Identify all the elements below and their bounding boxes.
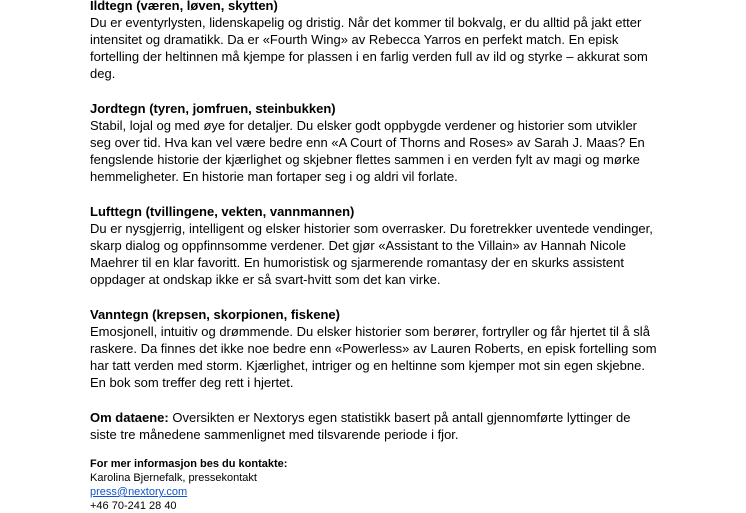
section-paragraph: Du er eventyrlysten, lidenskapelig og dristig. Når det kommer til bokvalg, er du alltid på jakt etter intensitet og dramatikk. Da er «Fourth Wing» av Rebecca Yarros en perfekt match. En episk fortelling der heltinnen må kjempe for plassen i en farlig verden full av ild og styrke – akkurat som deg. (90, 15, 648, 81)
contact-heading: For mer informasjon bes du kontakte: (90, 458, 288, 470)
section-paragraph: Emosjonell, intuitiv og drømmende. Du elsker historier som berører, fortryller og får hjertet til å slå raskere. Da finnes det ikke noe bedre enn «Powerless» av Lauren Roberts, en episk fortelling som har tatt verden med storm. Kjærlighet, intriger og en heltinne som kjemper mot sin egen skjebne. En bok som treffer deg rett i hjertet. (90, 324, 657, 390)
section-fire-signs (90, 0, 660, 82)
section-water-signs (90, 306, 660, 391)
section-heading: Jordtegn (tyren, jomfruen, steinbukken) (90, 101, 336, 116)
about-label: Om dataene: (90, 410, 169, 425)
press-release-document (90, 0, 660, 513)
contact-phone: +46 70-241 28 40 (90, 500, 177, 512)
section-paragraph: Stabil, lojal og med øye for detaljer. Du elsker godt oppbygde verdener og historier som utvikler seg over tid. Hva kan vel være bedre enn «A Court of Thorns and Roses» av Sarah J. Maas? En fengslende historie der kjærlighet og skjebner flettes sammen i en verden fylt av magi og mørke hemmeligheter. En historie man fortaper seg i og aldri vil forlate. (90, 118, 645, 184)
section-heading: Vanntegn (krepsen, skorpionen, fiskene) (90, 307, 340, 322)
section-heading: Ildtegn (væren, løven, skytten) (90, 0, 278, 13)
contact-name: Karolina Bjernefalk, pressekontakt (90, 472, 257, 484)
section-paragraph: Du er nysgjerrig, intelligent og elsker historier som overrasker. Du foretrekker uventede vendinger, skarp dialog og oppfinnsomme verdener. Det gjør «Assistant to the Villain» av Hannah Nicole Maehrer til en klar favoritt. En humoristisk og sjarmerende romantasy der en skurks assistent oppdager at ondskap ikke er så svart-hvitt som det kan virke. (90, 221, 653, 287)
contact-block (90, 457, 660, 513)
about-text: Oversikten er Nextorys egen statistikk basert på antall gjennomførte lyttinger de siste tre månedene sammenlignet med tilsvarende periode i fjor. (90, 410, 631, 442)
section-air-signs (90, 203, 660, 288)
section-heading: Lufttegn (tvillingene, vekten, vannmannen) (90, 204, 355, 219)
section-earth-signs (90, 100, 660, 185)
contact-email-link[interactable]: press@nextory.com (90, 486, 188, 498)
about-data-note (90, 409, 660, 443)
